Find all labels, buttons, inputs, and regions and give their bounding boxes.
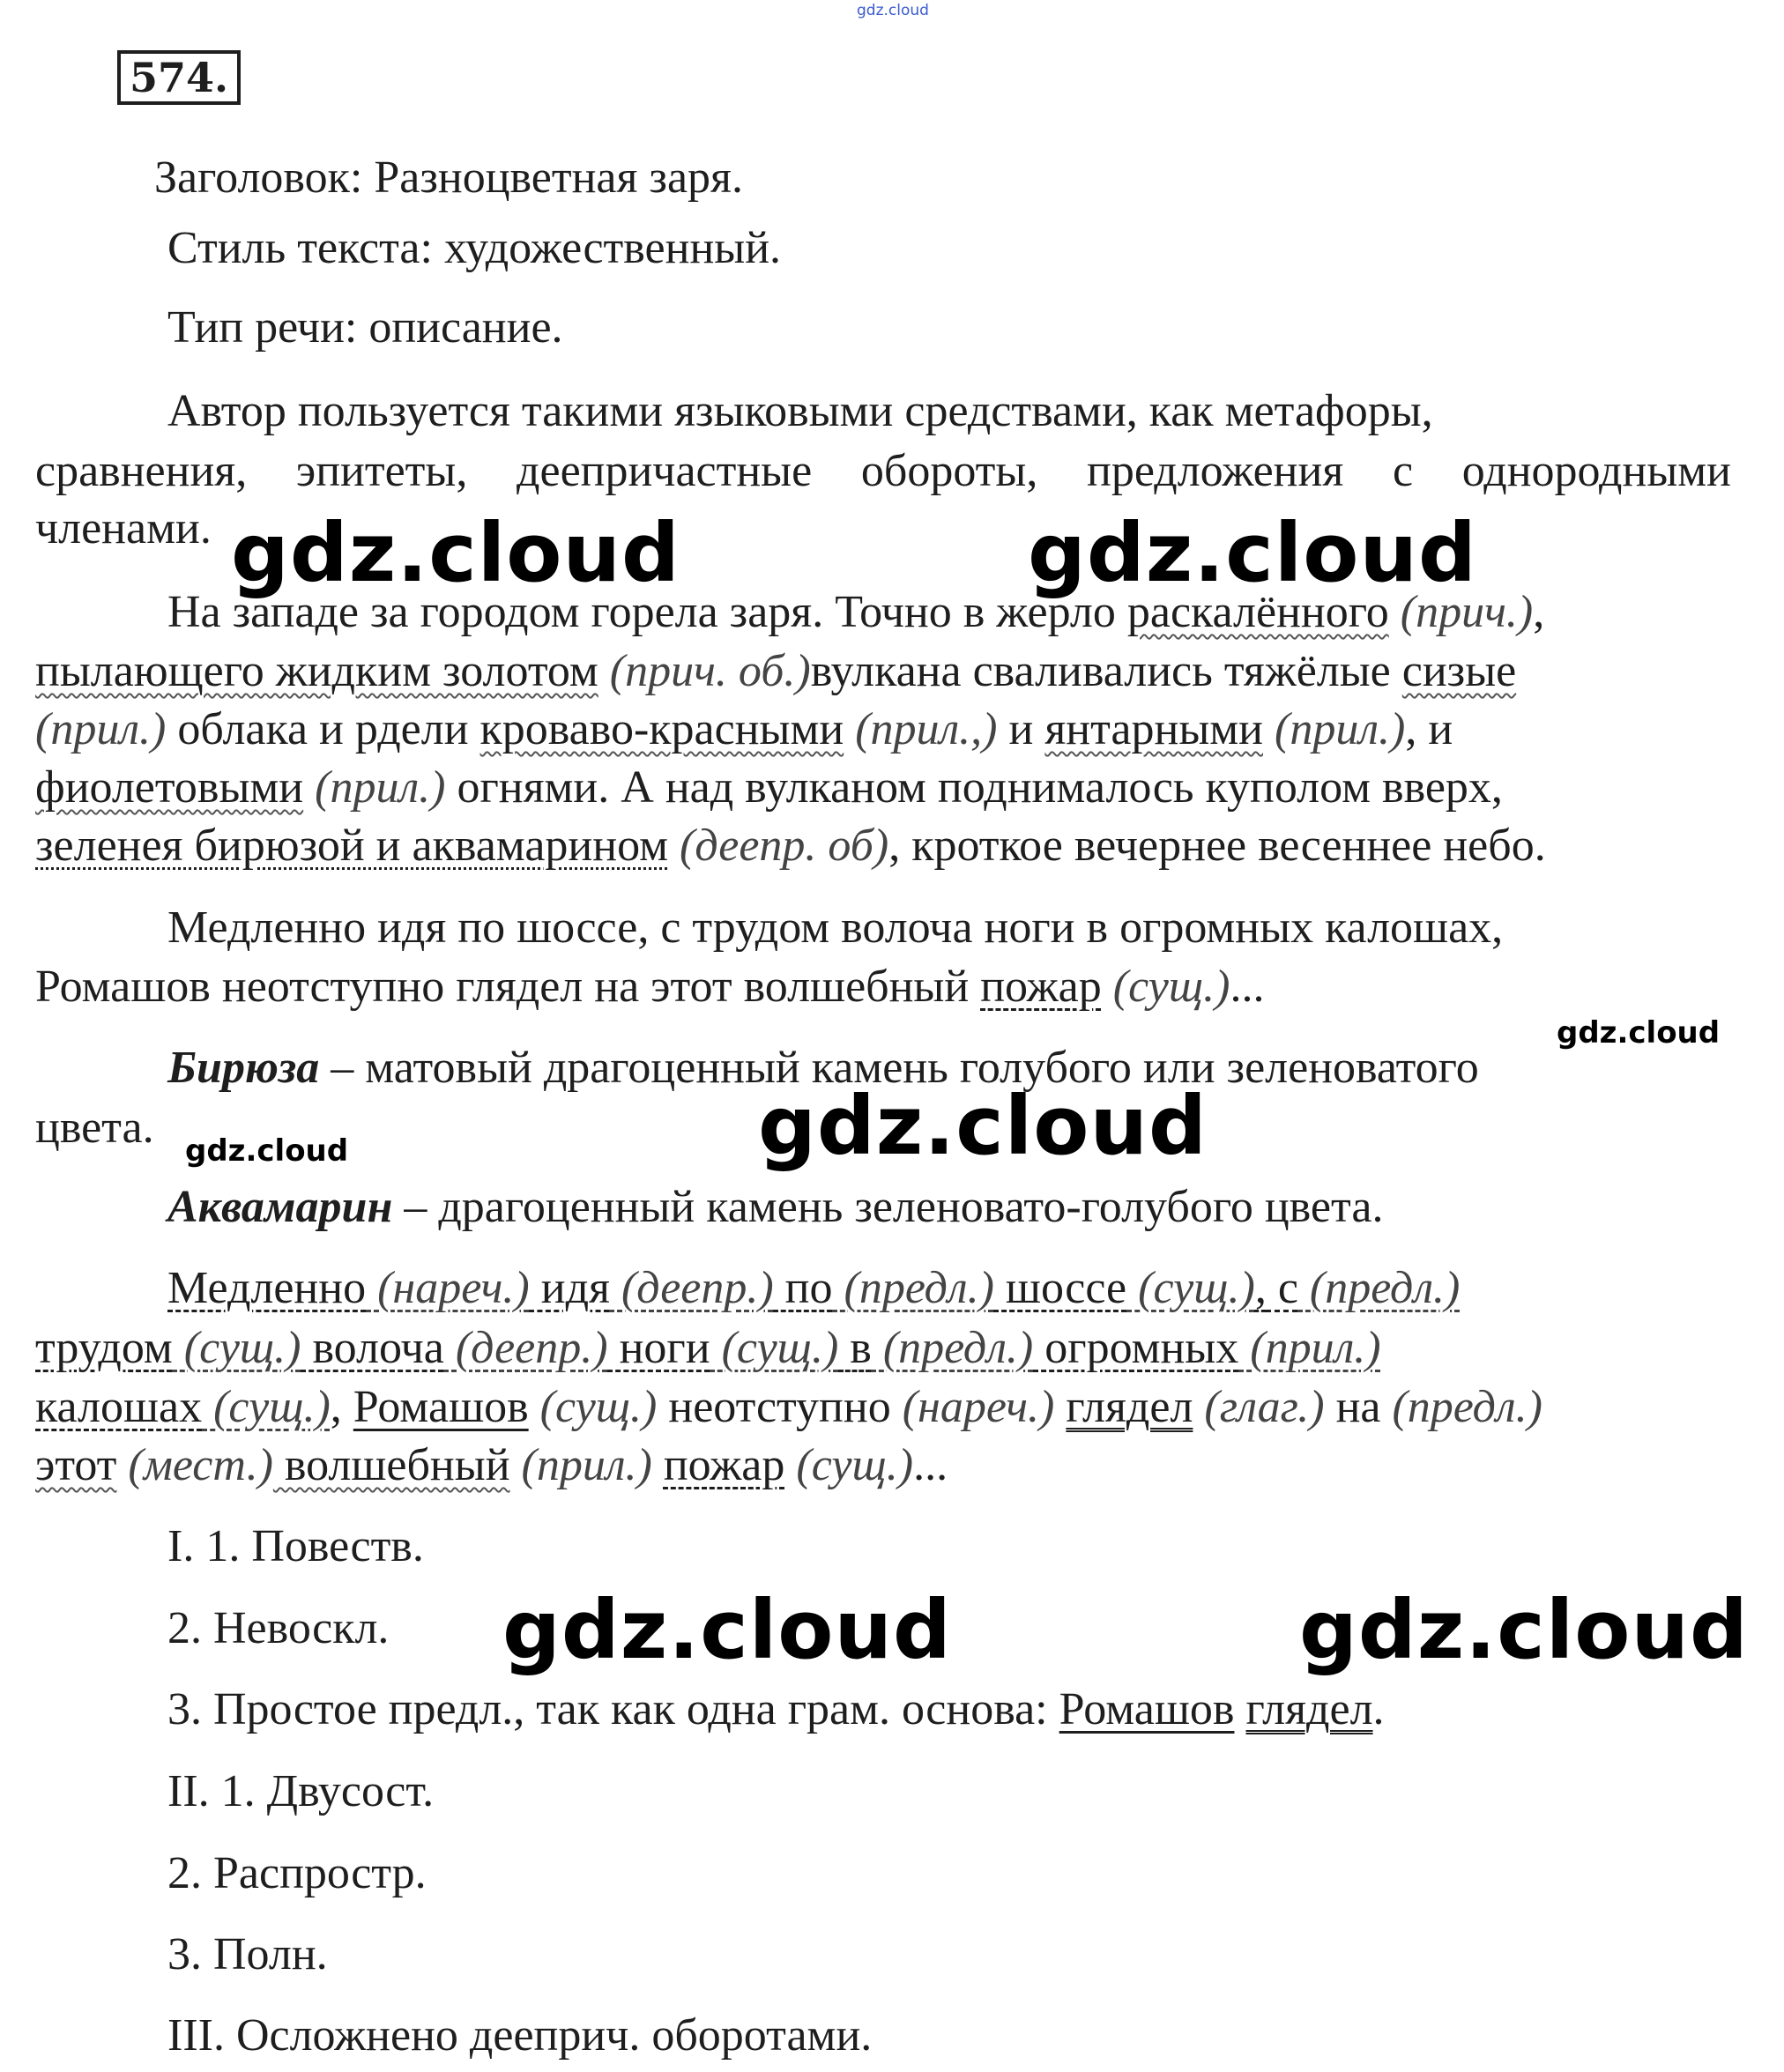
parse-word: ноги <box>607 1323 710 1373</box>
analysis-text: 3. Простое предл., так как одна грам. основа: <box>167 1684 1059 1734</box>
analysis-subject: Ромашов <box>1059 1684 1235 1734</box>
watermark-2: gdz.cloud <box>1028 506 1477 600</box>
gerund-phrase: зеленея бирюзой и аквамарином <box>35 821 668 871</box>
parse-punct: , <box>1254 1263 1267 1313</box>
parse-word: калошах <box>35 1382 203 1432</box>
text-fragment: вулкана сваливались тяжёлые <box>810 646 1402 696</box>
parse-word: волоча <box>301 1323 444 1373</box>
pos-tag: (сущ.) <box>710 1323 839 1373</box>
watermark-5: gdz.cloud <box>1299 1583 1749 1677</box>
watermark-1: gdz.cloud <box>231 506 680 600</box>
watermark-small-2: gdz.cloud <box>185 1133 349 1169</box>
text-line-4 <box>35 761 1749 814</box>
text-fragment: Ромашов неотступно глядел на этот волшебный <box>35 962 981 1012</box>
parse-word: по <box>773 1263 833 1313</box>
definition-akvamarin <box>167 1181 1749 1234</box>
pos-tag: (мест.) <box>116 1440 273 1490</box>
pos-tag: (прил.) <box>1263 704 1406 754</box>
text-line-7 <box>35 961 1749 1014</box>
pos-tag: (прил.,) <box>844 704 998 754</box>
pos-tag: (нареч.) <box>890 1382 1055 1432</box>
text-fragment: огнями. А над вулканом поднималось куполом вверх, <box>445 762 1503 813</box>
text-line-6: Медленно идя по шоссе, с трудом волоча ноги в огромных калошах, <box>167 902 1504 953</box>
author-line-1: Автор пользуется такими языковыми средствами, как метафоры, <box>167 386 1433 436</box>
parse-line-3 <box>35 1381 1749 1434</box>
parse-word: этот <box>35 1440 117 1490</box>
pos-tag: (сущ.) <box>784 1440 914 1490</box>
watermark-3: gdz.cloud <box>758 1079 1208 1173</box>
pos-tag: (сущ.) <box>1126 1263 1255 1313</box>
text-line-2 <box>35 645 1749 698</box>
pos-tag: (предл.) <box>1380 1382 1542 1432</box>
parse-word: пожар <box>663 1440 785 1490</box>
text-fragment: облака и рдели <box>166 704 480 754</box>
parse-word: шоссе <box>993 1263 1127 1313</box>
analysis-ii-2: 2. Распростр. <box>167 1848 427 1898</box>
pos-tag: (деепр.) <box>609 1263 774 1313</box>
analysis-text: . <box>1372 1684 1385 1734</box>
adjective-word: фиолетовыми <box>35 762 304 813</box>
pos-tag: (сущ.) <box>1101 962 1230 1012</box>
definition-biryuza-cont: цвета. <box>35 1103 154 1153</box>
pos-tag: (прич. об.) <box>598 646 811 696</box>
parse-word: трудом <box>35 1323 173 1373</box>
pos-tag: (предл.) <box>832 1263 994 1313</box>
noun-word: пожар <box>980 962 1102 1012</box>
pos-tag: (сущ.) <box>172 1323 301 1373</box>
type-line: Тип речи: описание. <box>167 302 563 353</box>
parse-word: неотступно <box>657 1382 891 1432</box>
analysis-i-1: I. 1. Повеств. <box>167 1521 424 1571</box>
style-line: Стиль текста: художественный. <box>167 223 782 273</box>
pos-tag: (прил.) <box>1238 1323 1381 1373</box>
parse-line-4 <box>35 1439 1749 1492</box>
text-line-3 <box>35 703 1749 756</box>
text-fragment: , <box>1533 587 1545 637</box>
pos-tag: (прил.) <box>509 1440 652 1490</box>
adjective-word: кроваво-красными <box>479 704 844 754</box>
definition-text: – драгоценный камень зеленовато-голубого цвета. <box>392 1182 1384 1232</box>
parse-line-2 <box>35 1322 1749 1375</box>
parse-word: в <box>838 1323 872 1373</box>
pos-tag: (деепр. об) <box>668 821 889 871</box>
adjective-word: янтарными <box>1044 704 1264 754</box>
parse-word: с <box>1266 1263 1298 1313</box>
text-fragment: , и <box>1405 704 1453 754</box>
analysis-iii: III. Осложнено дееприч. оборотами. <box>167 2010 873 2061</box>
definition-text: – матовый драгоценный камень голубого или зеленоватого <box>319 1043 1479 1093</box>
text-line-5 <box>35 820 1749 873</box>
parse-punct: , <box>330 1382 342 1432</box>
pos-tag: (прил.) <box>303 762 446 813</box>
pos-tag: (сущ.) <box>202 1382 331 1432</box>
parse-word: Медленно <box>167 1263 367 1313</box>
pos-tag: (деепр.) <box>443 1323 608 1373</box>
watermark-top: gdz.cloud <box>857 2 929 19</box>
term-akvamarin: Аквамарин <box>167 1182 393 1232</box>
participial-phrase: пылающего жидким золотом <box>35 646 598 696</box>
parse-subject: Ромашов <box>353 1382 529 1432</box>
pos-tag: (глаг.) <box>1193 1382 1325 1432</box>
analysis-predicate: глядел <box>1245 1684 1373 1734</box>
text-fragment: , кроткое вечернее весеннее небо. <box>888 821 1546 871</box>
parse-word: на <box>1324 1382 1381 1432</box>
watermark-4: gdz.cloud <box>502 1583 952 1677</box>
adjective-word: сизые <box>1401 646 1517 696</box>
parse-word: огромных <box>1033 1323 1239 1373</box>
text-fragment: На западе за городом горела заря. Точно в жерло <box>167 587 1127 637</box>
author-line-3: членами. <box>35 503 212 553</box>
parse-punct: ... <box>913 1440 948 1490</box>
text-fragment: ... <box>1230 962 1265 1012</box>
analysis-ii-3: 3. Полн. <box>167 1929 328 1979</box>
pos-tag: (предл.) <box>871 1323 1034 1373</box>
author-line-2: сравнения, эпитеты, деепричастные обороты, предложения с однородными <box>35 446 1731 496</box>
analysis-ii-1: II. 1. Двусост. <box>167 1766 435 1816</box>
pos-tag: (сущ.) <box>528 1382 658 1432</box>
participle-word: раскалённого <box>1126 587 1389 637</box>
watermark-small-1: gdz.cloud <box>1557 1015 1721 1051</box>
pos-tag: (прич.) <box>1388 587 1534 637</box>
exercise-number: 574. <box>117 50 241 105</box>
parse-line-1 <box>167 1262 1749 1315</box>
analysis-i-3 <box>167 1683 1749 1736</box>
analysis-i-2: 2. Невоскл. <box>167 1603 390 1653</box>
pos-tag: (прил.) <box>35 704 167 754</box>
term-biryuza: Бирюза <box>167 1043 320 1093</box>
parse-predicate: глядел <box>1066 1382 1193 1432</box>
text-fragment: и <box>997 704 1045 754</box>
parse-word: идя <box>529 1263 610 1313</box>
parse-word: волшебный <box>272 1440 510 1490</box>
pos-tag: (предл.) <box>1297 1263 1461 1313</box>
pos-tag: (нареч.) <box>366 1263 530 1313</box>
title-line: Заголовок: Разноцветная заря. <box>154 152 743 203</box>
